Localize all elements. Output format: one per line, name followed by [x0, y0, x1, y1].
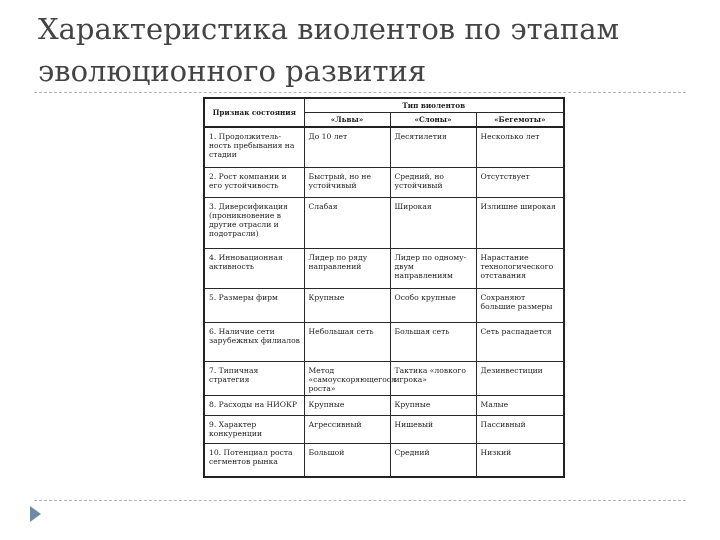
- cell-hippos: Излишне широкая: [476, 197, 564, 248]
- column-header-elephants: «Слоны»: [390, 113, 476, 128]
- cell-hippos: Нарастание технологического отставания: [476, 248, 564, 288]
- cell-lions: Большой: [304, 443, 390, 477]
- cell-hippos: Низкий: [476, 443, 564, 477]
- table-row: [204, 322, 564, 361]
- cell-hippos: Малые: [476, 395, 564, 415]
- cell-elephants: Лидер по одному-двум направлениям: [390, 248, 476, 288]
- table-row: [204, 443, 564, 477]
- feature-column-header: Признак состояния: [204, 98, 304, 127]
- cell-lions: Крупные: [304, 395, 390, 415]
- cell-lions: До 10 лет: [304, 127, 390, 167]
- cell-elephants: Большая сеть: [390, 322, 476, 361]
- cell-lions: Слабая: [304, 197, 390, 248]
- cell-elephants: Средний, но устойчивый: [390, 167, 476, 197]
- violent-types-table: [203, 97, 565, 478]
- table-row: [204, 395, 564, 415]
- column-header-hippos: «Бегемоты»: [476, 113, 564, 128]
- row-feature: 2. Рост компании и его устойчивость: [204, 167, 304, 197]
- cell-hippos: Пассивный: [476, 415, 564, 443]
- slide-title: Характеристика виолентов по этапам эволюционного развития: [38, 12, 620, 88]
- table-row: [204, 288, 564, 322]
- cell-lions: Небольшая сеть: [304, 322, 390, 361]
- title-divider: [34, 92, 686, 93]
- row-feature: 1. Продолжитель-ность пребывания на стадии: [204, 127, 304, 167]
- cell-lions: Крупные: [304, 288, 390, 322]
- cell-lions: Метод «самоускоряющегося роста»: [304, 361, 390, 395]
- header-row-group: [204, 98, 564, 113]
- cell-lions: Быстрый, но не устойчивый: [304, 167, 390, 197]
- cell-hippos: Сохраняют большие размеры: [476, 288, 564, 322]
- cell-hippos: Отсутствует: [476, 167, 564, 197]
- column-header-lions: «Львы»: [304, 113, 390, 128]
- row-feature: 9. Характер конкуренции: [204, 415, 304, 443]
- cell-hippos: Дезинвестиции: [476, 361, 564, 395]
- table-row: [204, 415, 564, 443]
- cell-elephants: Средний: [390, 443, 476, 477]
- cell-elephants: Особо крупные: [390, 288, 476, 322]
- group-header: Тип виолентов: [304, 98, 564, 113]
- table-row: [204, 127, 564, 167]
- table-row: [204, 361, 564, 395]
- table-row: [204, 248, 564, 288]
- cell-elephants: Широкая: [390, 197, 476, 248]
- cell-lions: Лидер по ряду направлений: [304, 248, 390, 288]
- row-feature: 5. Размеры фирм: [204, 288, 304, 322]
- row-feature: 8. Расходы на НИОКР: [204, 395, 304, 415]
- cell-elephants: Десятилетия: [390, 127, 476, 167]
- footer-divider: [34, 500, 686, 501]
- cell-hippos: Несколько лет: [476, 127, 564, 167]
- table-row: [204, 197, 564, 248]
- row-feature: 10. Потенциал роста сегментов рынка: [204, 443, 304, 477]
- row-feature: 6. Наличие сети зарубежных филиалов: [204, 322, 304, 361]
- row-feature: 7. Типичная стратегия: [204, 361, 304, 395]
- row-feature: 4. Инновационная активность: [204, 248, 304, 288]
- table-row: [204, 167, 564, 197]
- row-feature: 3. Диверсификация (проникновение в другие отрасли и подотрасли): [204, 197, 304, 248]
- cell-hippos: Сеть распадается: [476, 322, 564, 361]
- cell-elephants: Тактика «ловкого игрока»: [390, 361, 476, 395]
- cell-elephants: Крупные: [390, 395, 476, 415]
- triangle-bullet-icon: [30, 506, 41, 522]
- cell-elephants: Нишевый: [390, 415, 476, 443]
- cell-lions: Агрессивный: [304, 415, 390, 443]
